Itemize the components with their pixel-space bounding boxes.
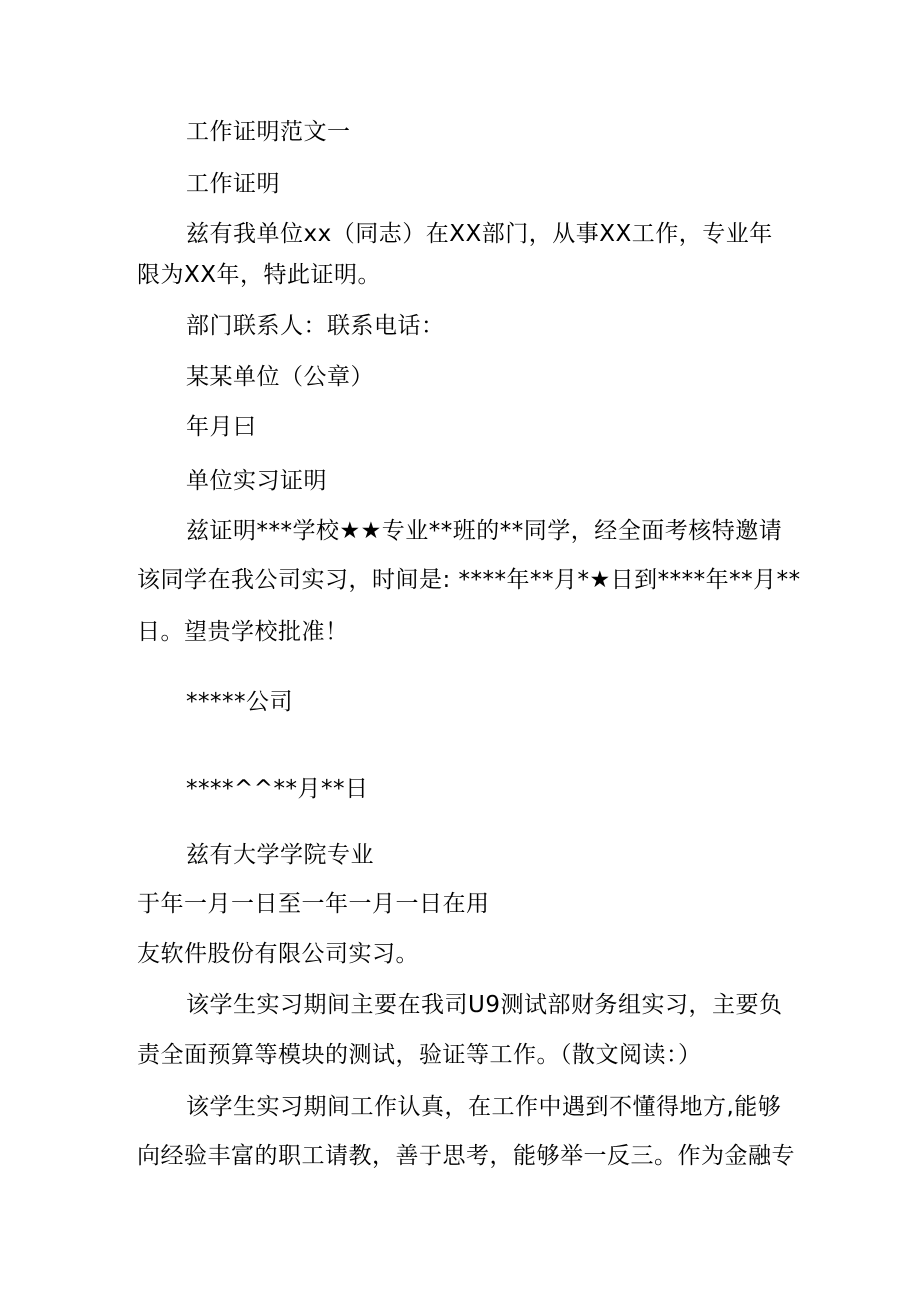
paragraph-line: 友软件股份有限公司实习。: [137, 941, 419, 967]
paragraph-line: 兹有大学学院专业: [186, 842, 374, 868]
paragraph-line: 责全面预算等模块的测试，验证等工作。（散文阅读：）: [137, 1042, 702, 1068]
paragraph-line: 兹证明***学校★★专业**班的**同学，经全面考核特邀请: [186, 518, 783, 544]
paragraph-line: 限为XX年，特此证明。: [137, 262, 382, 288]
paragraph-line: 该学生实习期间主要在我司U9测试部财务组实习，主要负: [186, 992, 783, 1018]
unit-seal-line: 某某单位（公章）: [186, 364, 374, 390]
paragraph-line: 日。望贵学校批准！: [137, 619, 349, 645]
contact-line: 部门联系人：联系电话：: [186, 313, 445, 339]
paragraph-line: 该同学在我公司实习，时间是: ****年**月*★日到****年**月**: [137, 567, 801, 593]
paragraph-line: 该学生实习期间工作认真，在工作中遇到不懂得地方,能够: [186, 1094, 782, 1120]
paragraph-line: 兹有我单位xx（同志）在XX部门，从事XX工作，专业年: [186, 221, 773, 247]
paragraph-line: 向经验丰富的职工请教，善于思考，能够举一反三。作为金融专: [137, 1143, 795, 1169]
heading-internship-certificate: 单位实习证明: [186, 468, 327, 494]
heading-sample-1: 工作证明范文一: [186, 119, 351, 145]
heading-work-certificate: 工作证明: [186, 171, 280, 197]
date-line: ****^^**月**日: [186, 776, 369, 802]
company-line: *****公司: [186, 689, 293, 715]
paragraph-line: 于年一月一日至一年一月一日在用: [137, 891, 490, 917]
date-line: 年月曰: [186, 414, 257, 440]
